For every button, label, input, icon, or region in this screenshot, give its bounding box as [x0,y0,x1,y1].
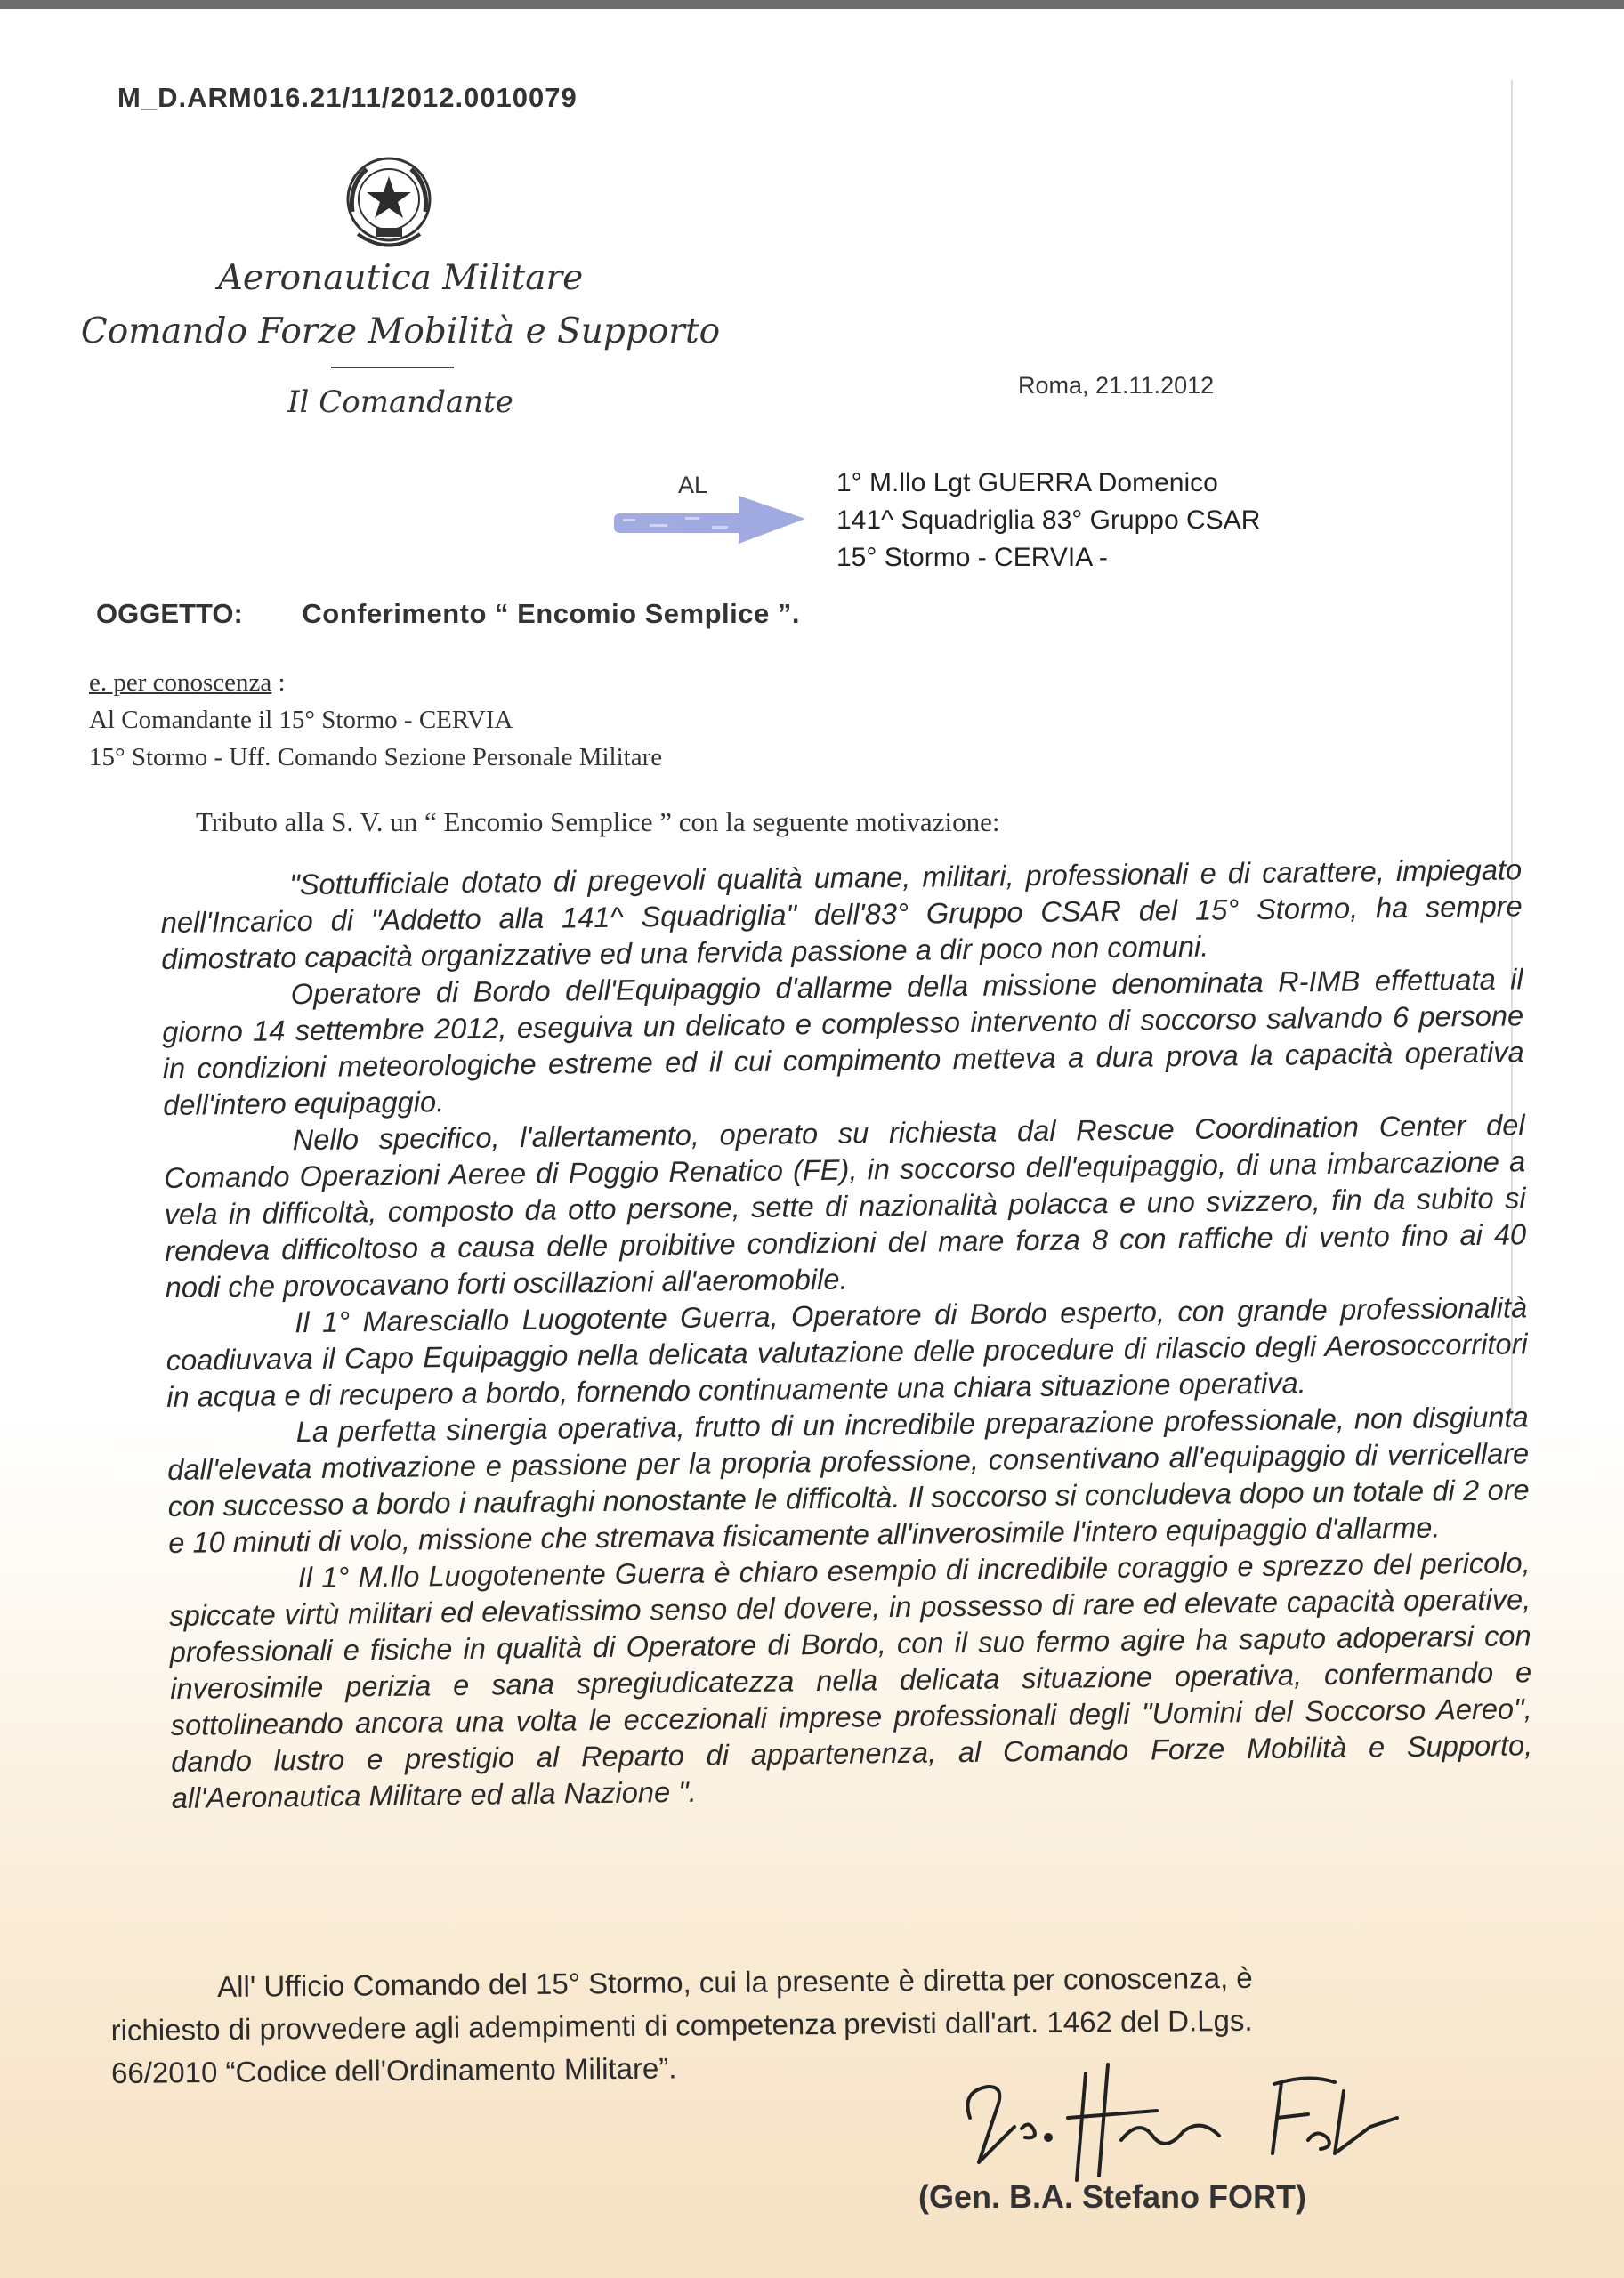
cc-title: e. per conoscenza [89,668,272,697]
stamp-arrow-icon [614,485,810,556]
motivation-paragraph: Operatore di Bordo dell'Equipaggio d'allarme della missione denominata R-IMB effettuata il giorno 14 settembre 2012, eseguiva un delicato e complesso intervento di soccorso salvando 6 persone in condizioni meteorologiche estreme ed il cui compimento metteva a dura prova la capacità operativa dell'intero equipaggio. [162,962,1524,1121]
header-divider [331,367,454,368]
motivation-paragraph: Il 1° M.llo Luogotenente Guerra è chiaro esempio di incredibile coraggio e sprezzo del pericolo, spiccate virtù militari ed elevatissimo senso del dovere, in possesso di rare ed elevate capacità operative, professionali e fisiche in qualità di Operatore di Bordo, con il suo fermo agire ha saputo adoperarsi con inverosimile perizia e sana spregiudicatezza nella delicata situazione operativa, confermando e sottolineando ancora una volta le eccezionali imprese professionali degli "Uomini del Soccorso Aereo", dando lustro e prestigio al Reparto di appartenenza, al Comando Forze Mobilità e Supporto, all'Aeronautica Militare ed alla Nazione ". [169,1546,1533,1814]
motivation-text [160,851,1533,1816]
motivation-paragraph: La perfetta sinergia operativa, frutto di un incredibile preparazione professionale, non disgiunta dall'elevata motivazione e passione per la propria professione, consentivano all'equipaggio di verricellare con successo a bordo i naufraghi nonostante le difficoltà. Il soccorso si concludeva dopo un totale di 2 ore e 10 minuti di volo, missione che stremava fisicamente all'inverosimile l'intero equipaggio d'allarme. [167,1400,1530,1559]
document-date: Roma, 21.11.2012 [1018,372,1215,399]
motivation-paragraph: "Sottufficiale dotato di pregevoli qualità umane, militari, professionali e di carattere, impiegato nell'Incarico di "Addetto alla 141^ Squadriglia" dell'83° Gruppo CSAR del 15° Stormo, ha sempre dimostrato capacità organizzative ed una fervida passione a dir poco non comuni. [160,852,1523,975]
closing-line: 66/2010 “Codice dell'Ordinamento Militare”. [110,2051,677,2089]
recipient-label: AL [678,472,708,498]
recipient-line: 141^ Squadriglia 83° Gruppo CSAR [836,505,1261,535]
cc-line: 15° Stormo - Uff. Comando Sezione Personale Militare [89,743,663,771]
handwritten-signature [952,2056,1415,2198]
italian-republic-emblem-icon [340,149,438,254]
cc-suffix: : [271,668,286,697]
closing-line: richiesto di provvedere agli adempimenti di competenza previsti dall'art. 1462 del D.Lgs. [110,2003,1253,2047]
cc-block [89,664,662,776]
signer-name: (Gen. B.A. Stefano FORT) [918,2178,1306,2215]
subject-value: Conferimento “ Encomio Semplice ”. [302,598,800,629]
cc-heading [89,664,662,701]
subject-label: OGGETTO: [96,598,243,629]
recipient-line: 1° M.llo Lgt GUERRA Domenico [836,468,1218,497]
header-service-name: Aeronautica Militare [217,258,584,298]
recipient-address [836,464,1260,577]
tribute-line: Tributo alla S. V. un “ Encomio Semplice ” con la seguente motivazione: [196,806,1000,837]
protocol-number: M_D.ARM016.21/11/2012.0010079 [117,82,578,113]
scan-top-border [0,0,1624,9]
cc-line: Al Comandante il 15° Stormo - CERVIA [89,706,513,734]
closing-line: All' Ufficio Comando del 15° Stormo, cui la presente è diretta per conoscenza, è [217,1960,1253,2003]
subject-line [96,598,800,630]
header-commander: Il Comandante [287,384,513,420]
motivation-paragraph: Il 1° Maresciallo Luogotente Guerra, Operatore di Bordo esperto, con grande professionalità coadiuvava il Capo Equipaggio nella delicata valutazione delle procedure di rilascio degli Aerosoccorritori in acqua e di recupero a bordo, fornendo continuamente una chiara situazione operativa. [166,1290,1528,1413]
motivation-paragraph: Nello specifico, l'allertamento, operato su richiesta dal Rescue Coordination Center del Comando Operazioni Aeree di Poggio Renatico (FE), in soccorso dell'equipaggio, di una imbarcazione a vela in difficoltà, composto da otto persone, sette di nazionalità polacca e uno svizzero, fin da subito si rendeva difficoltoso a causa delle proibitive condizioni del mare forza 8 con raffiche di vento fino ai 40 nodi che provocavano forti oscillazioni all'aeromobile. [164,1108,1527,1304]
header-command-name: Comando Forze Mobilità e Supporto [80,311,721,351]
recipient-line: 15° Stormo - CERVIA - [836,543,1108,572]
